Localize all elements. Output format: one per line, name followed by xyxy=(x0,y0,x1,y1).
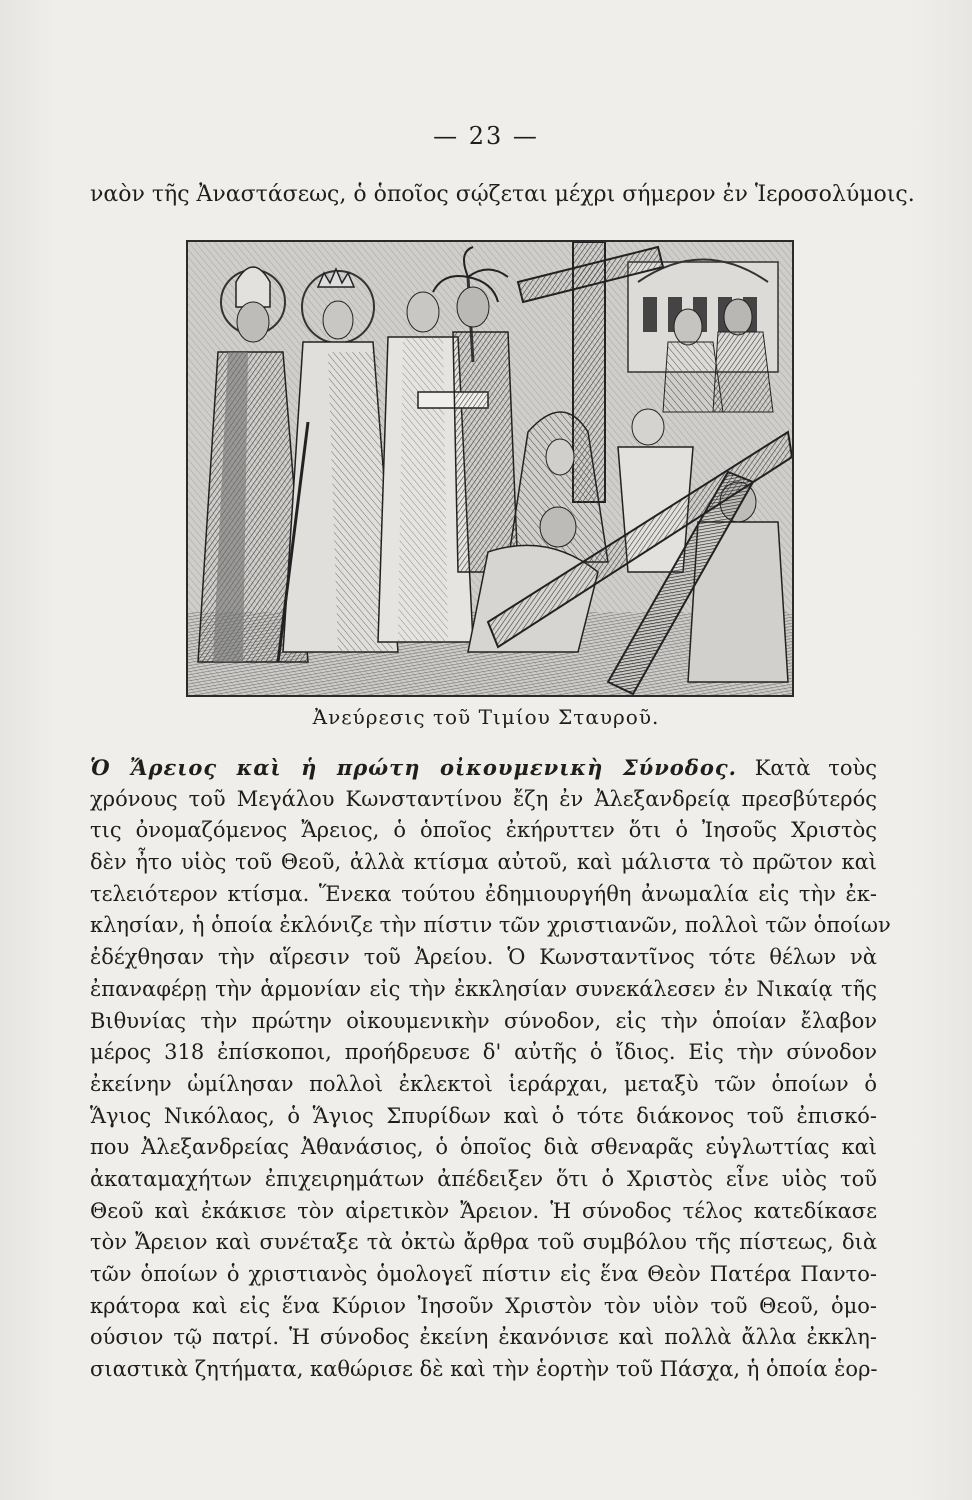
text-line: τις ὀνομαζόμενος Ἄρειος, ὁ ὁποῖος ἐκήρυττεν ὅτι ὁ Ἰησοῦς Χριστὸς xyxy=(90,818,877,843)
section-heading: Ὁ Ἄρειος καὶ ἡ πρώτη οἰκουμενικὴ Σύνοδος. xyxy=(90,755,737,780)
text-line: Κατὰ τοὺς xyxy=(754,756,877,780)
text-line: κλησίαν, ἡ ὁποία ἐκλόνιζε τὴν πίστιν τῶν χριστιανῶν, πολλοὶ τῶν ὁποίων xyxy=(90,913,891,938)
text-line: ἐκείνην ὡμίλησαν πολλοὶ ἐκλεκτοὶ ἱεράρχαι, μεταξὺ τῶν ὁποίων ὁ xyxy=(90,1071,877,1096)
text-line: μέρος 318 ἐπίσκοποι, προήδρευσε δ' αὐτῆς ὁ ἴδιος. Εἰς τὴν σύνοδον xyxy=(90,1040,877,1065)
text-line: Ἅγιος Νικόλαος, ὁ Ἅγιος Σπυρίδων καὶ ὁ τότε διάκονος τοῦ ἐπισκό- xyxy=(90,1103,877,1128)
text-line: ἀκαταμαχήτων ἐπιχειρημάτων ἀπέδειξεν ὅτι ὁ Χριστὸς εἶνε υἱὸς τοῦ xyxy=(90,1166,877,1191)
text-line: Θεοῦ καὶ ἐκάκισε τὸν αἱρετικὸν Ἄρειον. Ἡ σύνοδος τέλος κατεδίκασε xyxy=(90,1198,877,1223)
text-line: κράτορα καὶ εἰς ἕνα Κύριον Ἰησοῦν Χριστὸν τὸν υἱὸν τοῦ Θεοῦ, ὁμο- xyxy=(90,1293,877,1318)
text-line: ούσιον τῷ πατρί. Ἡ σύνοδος ἐκείνη ἐκανόνισε καὶ πολλὰ ἄλλα ἐκκλη- xyxy=(90,1325,877,1350)
illustration-caption: Ἀνεύρεσις τοῦ Τιμίου Σταυροῦ. xyxy=(312,705,660,729)
text-line: Βιθυνίας τὴν πρώτην οἰκουμενικὴν σύνοδον, εἰς τὴν ὁποίαν ἔλαβον xyxy=(90,1008,877,1033)
engraving-drawing xyxy=(188,242,792,695)
text-line: δὲν ἦτο υἱὸς τοῦ Θεοῦ, ἀλλὰ κτίσμα αὐτοῦ, καὶ μάλιστα τὸ πρῶτον καὶ xyxy=(90,850,877,875)
text-line: ἐδέχθησαν τὴν αἵρεσιν τοῦ Ἀρείου. Ὁ Κωνσταντῖνος τότε θέλων νὰ xyxy=(90,945,877,970)
text-line: που Ἀλεξανδρείας Ἀθανάσιος, ὁ ὁποῖος διὰ σθεναρᾶς εὐγλωττίας καὶ xyxy=(90,1135,877,1160)
page-number: — 23 — xyxy=(433,122,539,150)
body-text xyxy=(90,752,891,1386)
text-line: χρόνους τοῦ Μεγάλου Κωνσταντίνου ἔζη ἐν Ἀλεξανδρείᾳ πρεσβύτερός xyxy=(90,786,877,811)
top-text-line: ναὸν τῆς Ἀναστάσεως, ὁ ὁποῖος σῴζεται μέχρι σήμερον ἐν Ἱεροσολύμοις. xyxy=(90,182,915,207)
engraving-illustration xyxy=(186,240,794,697)
text-line: τὸν Ἄρειον καὶ συνέταξε τὰ ὀκτὼ ἄρθρα τοῦ συμβόλου τῆς πίστεως, διὰ xyxy=(90,1230,877,1255)
text-line: σιαστικὰ ζητήματα, καθώρισε δὲ καὶ τὴν ἑορτὴν τοῦ Πάσχα, ἡ ὁποία ἑορ- xyxy=(90,1357,878,1382)
text-line-heading xyxy=(90,752,877,784)
text-line: τελειότερον κτίσμα. Ἕνεκα τούτου ἐδημιουργήθη ἀνωμαλία εἰς τὴν ἐκ- xyxy=(90,881,877,906)
text-line: τῶν ὁποίων ὁ χριστιανὸς ὁμολογεῖ πίστιν εἰς ἕνα Θεὸν Πατέρα Παντο- xyxy=(90,1262,877,1286)
text-line: ἐπαναφέρῃ τὴν ἁρμονίαν εἰς τὴν ἐκκλησίαν συνεκάλεσεν ἐν Νικαίᾳ τῆς xyxy=(90,976,877,1001)
